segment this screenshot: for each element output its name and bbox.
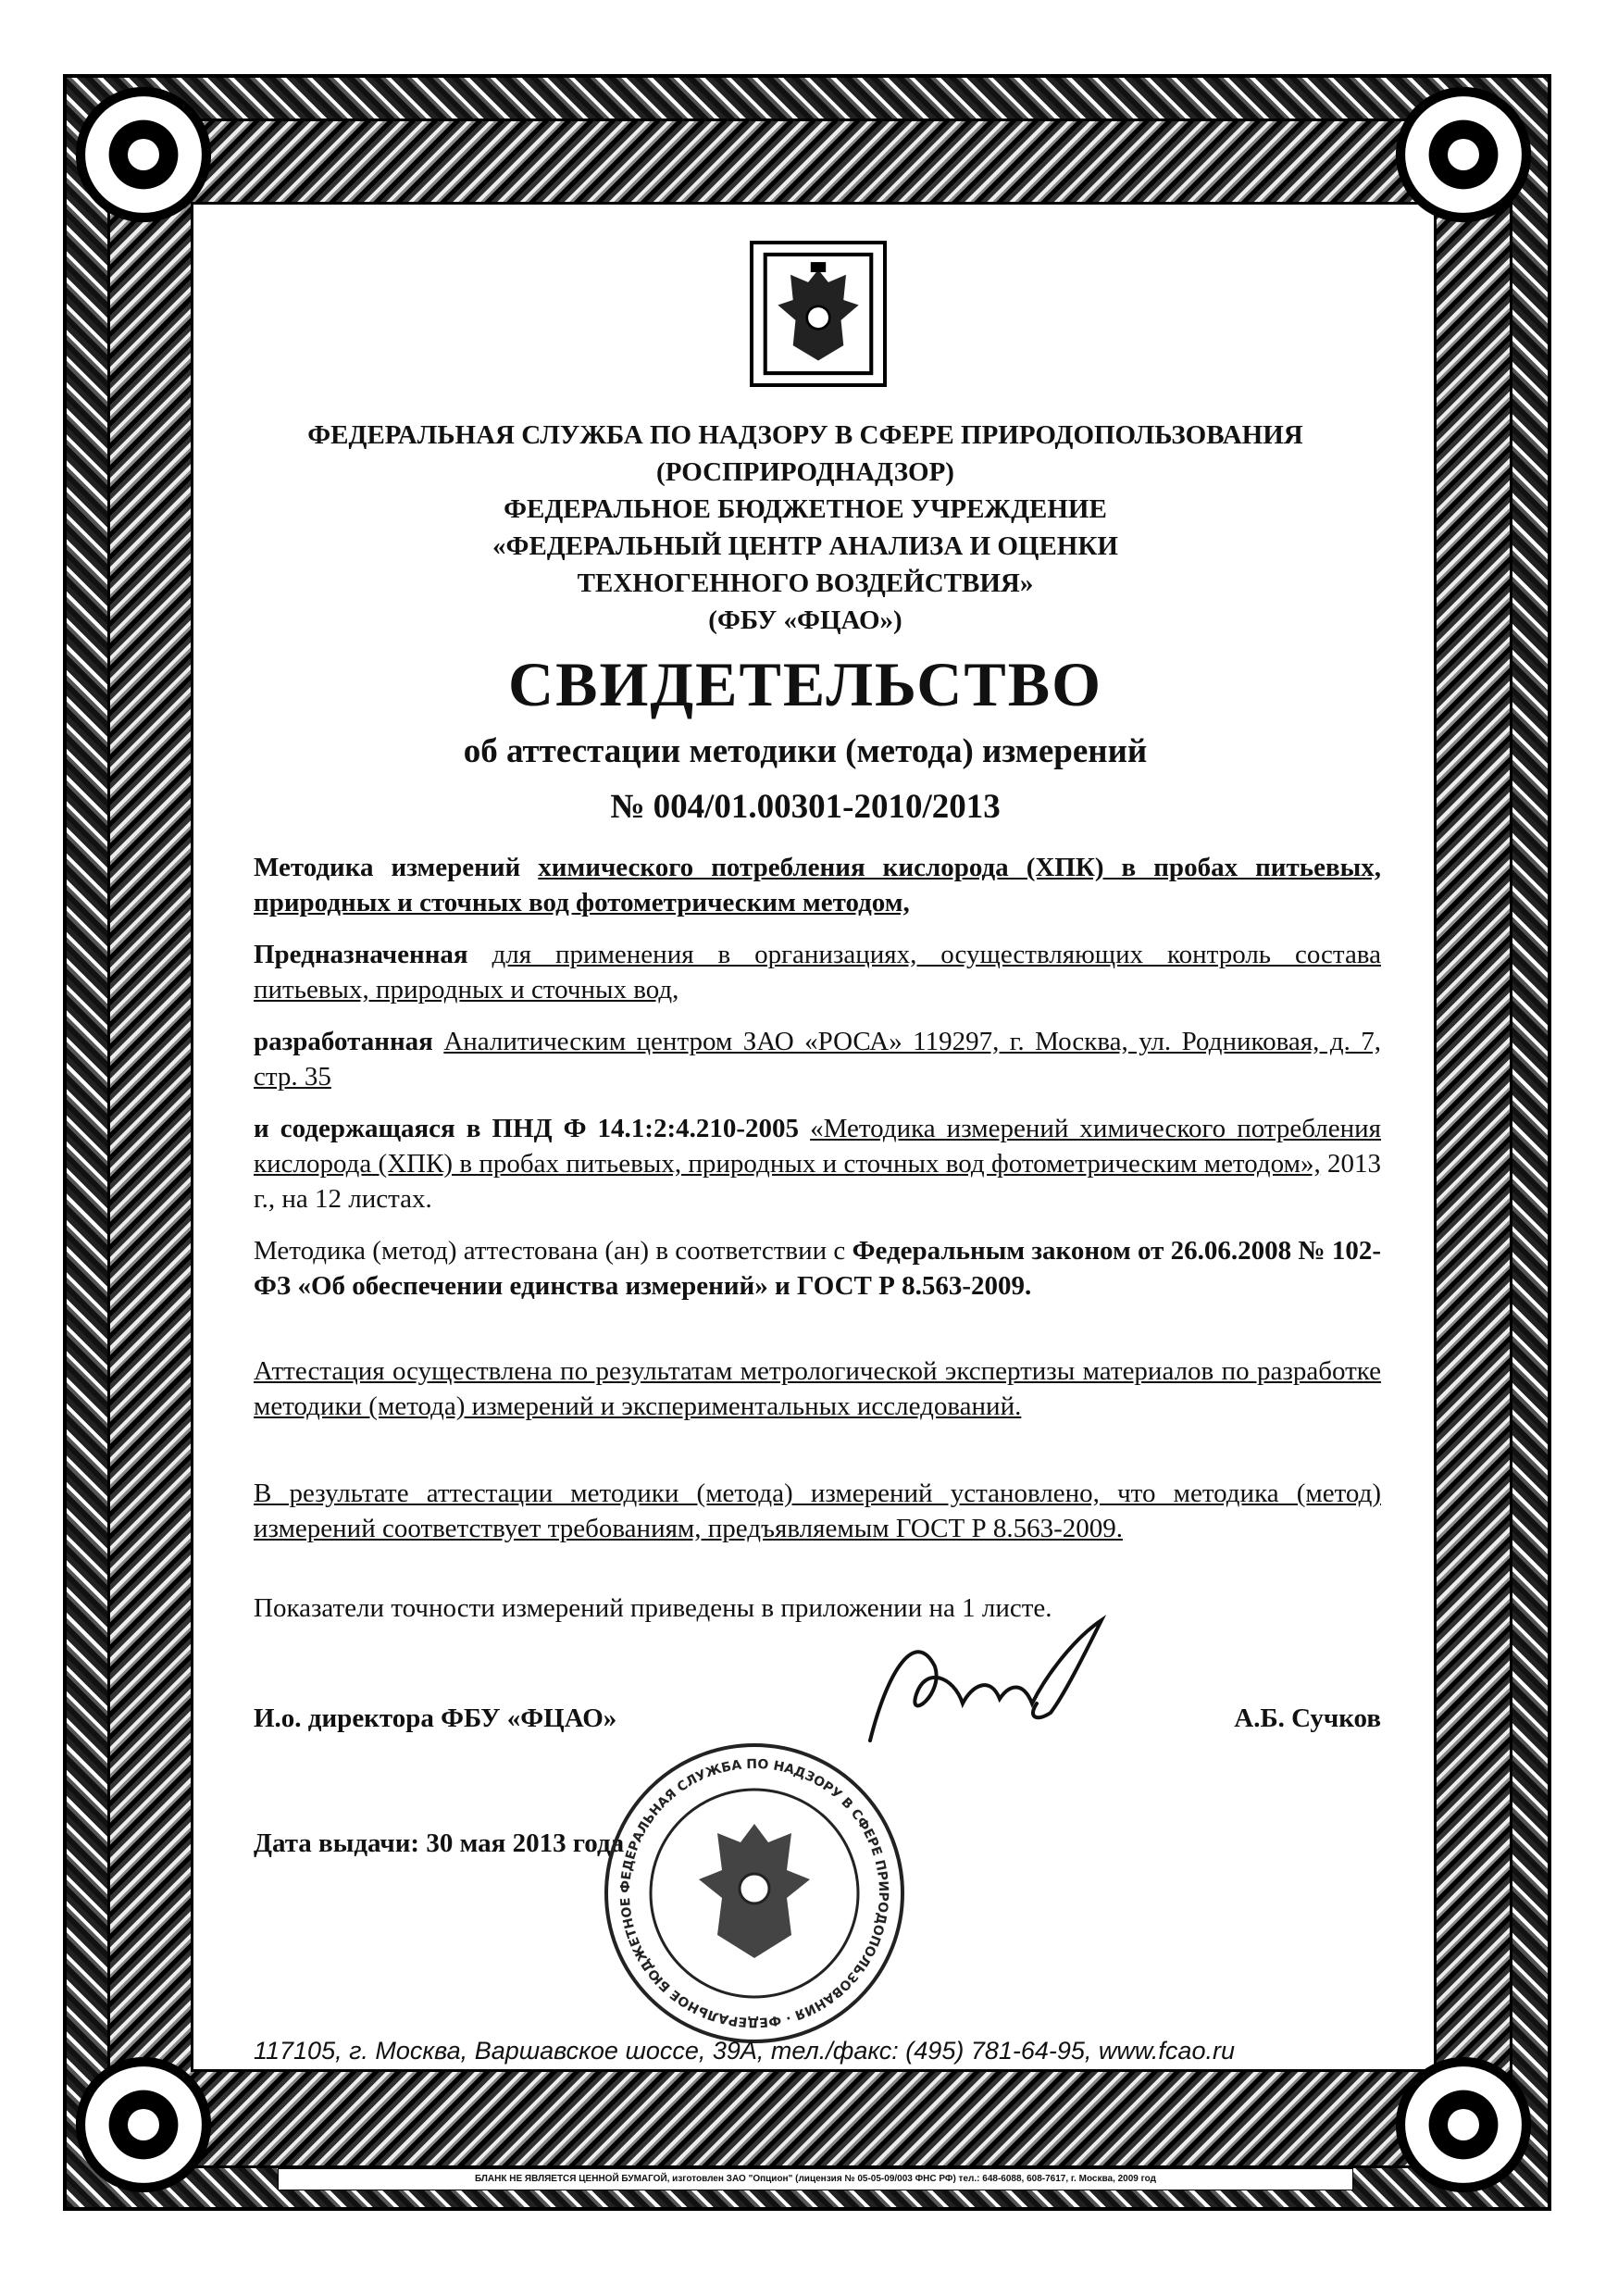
developer-label: разработанная [254,1027,433,1056]
header-line: ТЕХНОГЕННОГО ВОЗДЕЙСТВИЯ» [577,568,1034,598]
attested-paragraph [254,1233,1381,1304]
header-line: ФЕДЕРАЛЬНОЕ БЮДЖЕТНОЕ УЧРЕЖДЕНИЕ [504,494,1107,524]
header-line: (РОСПРИРОДНАДЗОР) [656,457,954,487]
header-line: ФЕДЕРАЛЬНАЯ СЛУЖБА ПО НАДЗОРУ В СФЕРЕ ПРИРОДОПОЛЬЗОВАНИЯ [307,420,1303,450]
document-paragraph [254,1111,1381,1217]
corner-ornament-icon [65,2046,222,2203]
document-label: и содержащаяся в ПНД Ф 14.1:2:4.210-2005 [254,1114,800,1143]
method-label: Методика измерений [254,853,521,882]
document-tail: 2013 г., на 12 листах. [254,1149,1382,1214]
attested-lead: Методика (метод) аттестована (ан) в соответствии с [254,1236,853,1266]
purpose-paragraph [254,937,1381,1007]
corner-ornament-icon [65,76,222,233]
result-paragraph: В результате аттестации методики (метода) измерений установлено, что методика (метод) измерений соответствует требованиям, предъявляемым ГОСТ Р 8.563-2009. [254,1479,1381,1543]
blank-note: БЛАНК НЕ ЯВЛЯЕТСЯ ЦЕННОЙ БУМАГОЙ, изготовлен ЗАО "Опцион" (лицензия № 05-05-09/003 ФНС РФ) тел.: 648-6088, 608-7617, г. Москва, 2009 год [278,2168,1353,2190]
issue-date: Дата выдачи: 30 мая 2013 года [254,1828,625,1858]
purpose-label: Предназначенная [254,940,468,969]
header-line: «ФЕДЕРАЛЬНЫЙ ЦЕНТР АНАЛИЗА И ОЦЕНКИ [492,531,1118,561]
method-value: химического потребления кислорода (ХПК) в пробах питьевых, природных и сточных вод фотометрическим методом, [254,853,1381,917]
purpose-value: для применения в организациях, осуществляющих контроль состава питьевых, природных и сточных вод, [254,940,1381,1004]
attested-law: Федеральным законом от 26.06.2008 № 102-ФЗ «Об обеспечении единства измерений» и ГОСТ Р 8.563-2009. [254,1236,1381,1301]
official-seal-icon [602,1741,907,2046]
document-title: СВИДЕТЕЛЬСТВО [508,649,1102,719]
signer-name: А.Б. Сучков [1234,1703,1381,1733]
developer-value: Аналитическим центром ЗАО «РОСА» 119297, г. Москва, ул. Родниковая, д. 7, стр. 35 [254,1027,1382,1092]
method-paragraph [254,850,1381,920]
signer-title: И.о. директора ФБУ «ФЦАО» [254,1703,617,1733]
developer-paragraph [254,1024,1381,1094]
corner-ornament-icon [1385,76,1542,233]
coat-of-arms-icon [750,241,887,387]
document-subtitle: об аттестации методики (метода) измерений [463,732,1148,770]
footer-address: 117105, г. Москва, Варшавское шоссе, 39А, тел./факс: (495) 781-64-95, www.fcao.ru [254,2037,1235,2065]
document-value: «Методика измерений химического потребления кислорода (ХПК) в пробах питьевых, природных и сточных вод фотометрическим методом», [254,1114,1382,1179]
header-line: (ФБУ «ФЦАО») [708,605,902,635]
accuracy-paragraph: Показатели точности измерений приведены в приложении на 1 листе. [254,1593,1052,1623]
certificate-number: № 004/01.00301-2010/2013 [610,788,1001,826]
seal-text: ФЕДЕРАЛЬНАЯ СЛУЖБА ПО НАДЗОРУ В СФЕРЕ ПРИРОДОПОЛЬЗОВАНИЯ · ФЕДЕРАЛЬНОЕ БЮДЖЕТНОЕ [617,1756,891,2030]
attestation-paragraph: Аттестация осуществлена по результатам метрологической экспертизы материалов по разработке методики (метода) измерений и экспериментальных исследований. [254,1356,1381,1421]
issuer-header [194,417,1416,639]
corner-ornament-icon [1385,2046,1542,2203]
